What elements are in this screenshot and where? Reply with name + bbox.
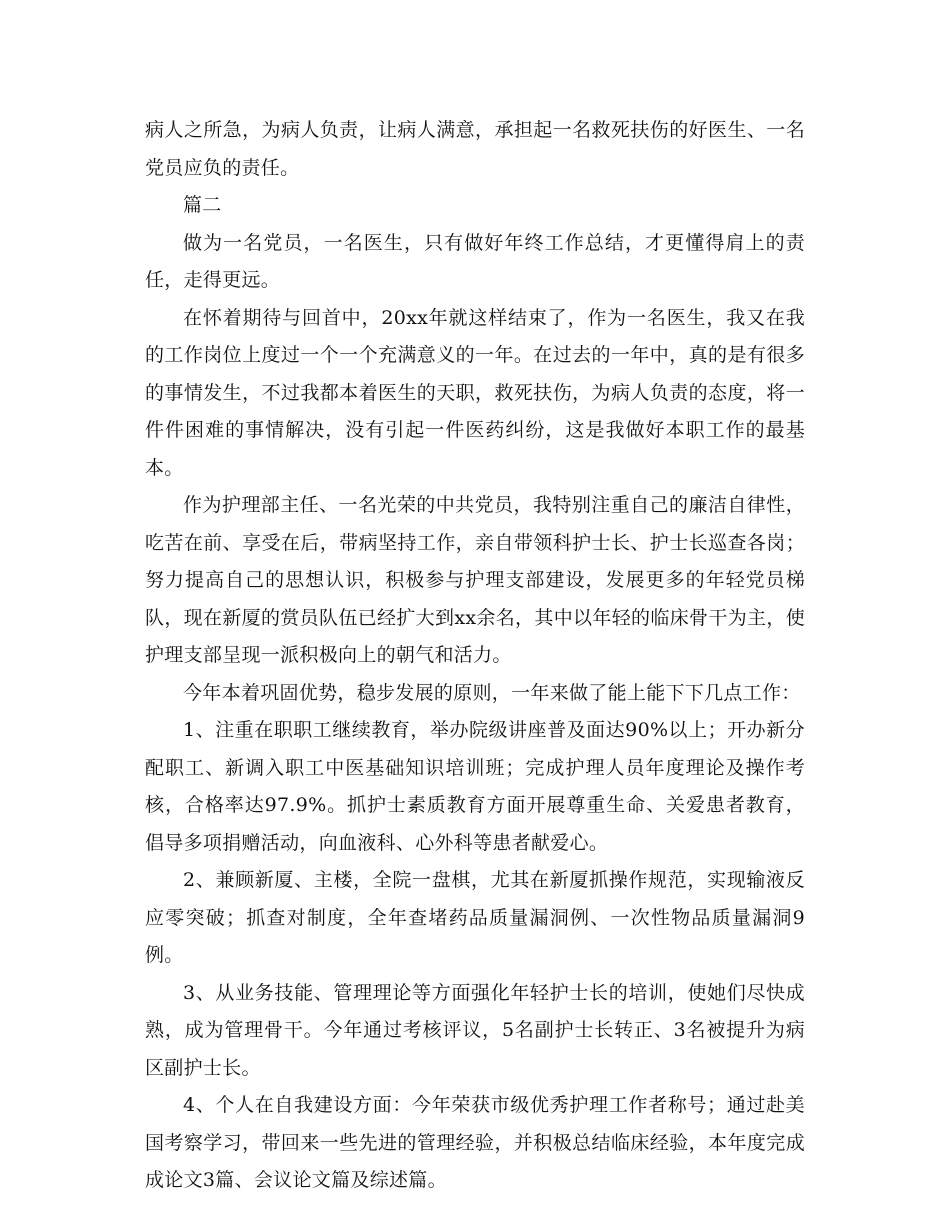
paragraph: 在怀着期待与回首中，20xx年就这样结束了，作为一名医生，我又在我的工作岗位上度过一个一个充满意义的一年。在过去的一年中，真的是有很多的事情发生，不过我都本着医生的天职，救死扶伤，为病人负责的态度，将一件件困难的事情解决，没有引起一件医药纠纷，这是我做好本职工作的最基本。 [145,306,805,479]
list-item: 4、个人在自我建设方面：今年荣获市级优秀护理工作者称号；通过赴美国考察学习，带回来一些先进的管理经验，并积极总结临床经验，本年度完成成论文3篇、会议论文篇及综述篇。 [145,1094,805,1191]
list-item: 3、从业务技能、管理理论等方面强化年轻护士长的培训，使她们尽快成熟，成为管理骨干。今年通过考核评议，5名副护士长转正、3名被提升为病区副护士长。 [145,981,805,1079]
section-heading: 篇二 [183,194,222,216]
list-item: 2、兼顾新厦、主楼，全院一盘棋，尤其在新厦抓操作规范，实现输液反应零突破；抓查对制度，全年查堵药品质量漏洞例、一次性物品质量漏洞9例。 [145,869,805,966]
paragraph: 作为护理部主任、一名光荣的中共党员，我特别注重自己的廉洁自律性，吃苦在前、享受在后，带病坚持工作，亲自带领科护士长、护士长巡查各岗；努力提高自己的思想认识，积极参与护理支部建设，发展更多的年轻党员梯队，现在新厦的赏员队伍已经扩大到xx余名，其中以年轻的临床骨干为主，使护理支部呈现一派积极向上的朝气和活力。 [145,494,805,666]
paragraph: 病人之所急，为病人负责，让病人满意，承担起一名救死扶伤的好医生、一名党员应负的责任。 [145,119,805,179]
paragraph: 今年本着巩固优势，稳步发展的原则，一年来做了能上能下下几点工作： [183,681,801,704]
document-body [145,112,805,1200]
list-item: 1、注重在职职工继续教育，举办院级讲座普及面达90%以上；开办新分配职工、新调入职工中医基础知识培训班；完成护理人员年度理论及操作考核，合格率达97.9%。抓护士素质教育方面开展尊重生命、关爱患者教育，倡导多项捐赠活动，向血液科、心外科等患者献爱心。 [145,719,805,854]
paragraph: 做为一名党员，一名医生，只有做好年终工作总结，才更懂得肩上的责任，走得更远。 [145,231,805,291]
